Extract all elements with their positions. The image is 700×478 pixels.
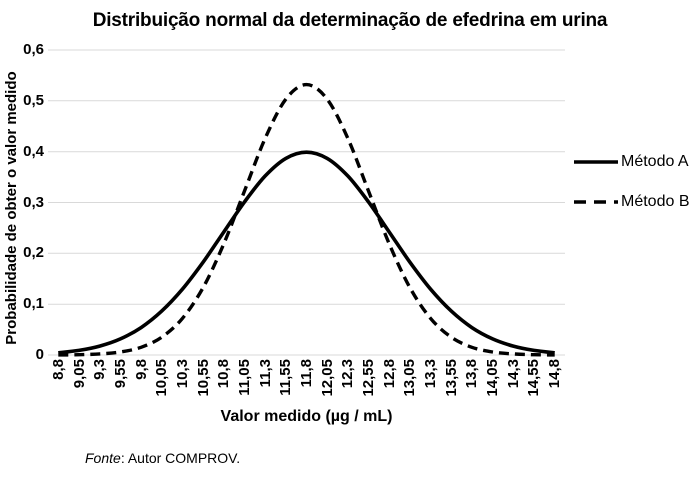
x-tick-cell	[379, 359, 400, 388]
x-tick-label: 14,3	[504, 359, 522, 389]
x-tick-label: 12,3	[339, 359, 357, 389]
curve-metodo-a	[58, 152, 554, 353]
x-tick-cell	[48, 359, 69, 380]
x-tick-label: 13,3	[421, 359, 439, 389]
x-tick-label: 14,8	[545, 359, 563, 389]
x-tick-cell	[69, 359, 90, 388]
legend-label: Método B	[621, 193, 690, 210]
x-tick-label: 11,3	[256, 359, 274, 388]
x-tick-cell	[420, 359, 441, 388]
legend-item-metodo-b	[573, 192, 689, 212]
source-note-prefix: Fonte	[85, 450, 121, 466]
source-note	[85, 450, 240, 466]
y-tick-label: 0	[35, 346, 44, 363]
x-tick-cell	[544, 359, 565, 388]
legend-dashed-line-icon	[573, 197, 619, 207]
chart-title: Distribuição normal da determinação de efedrina em urina	[92, 10, 608, 31]
x-tick-label: 12,55	[359, 359, 377, 397]
x-tick-label: 11,55	[277, 359, 295, 396]
x-tick-cell	[296, 359, 317, 387]
x-tick-cell	[213, 359, 234, 388]
x-tick-label: 10,55	[194, 359, 212, 397]
y-tick-label: 0,6	[23, 41, 44, 58]
x-tick-label: 10,8	[215, 359, 233, 389]
x-tick-cell	[275, 359, 296, 396]
x-tick-label: 13,55	[442, 359, 460, 397]
x-tick-label: 9,55	[111, 359, 129, 389]
x-tick-label: 9,8	[132, 359, 150, 380]
gridlines	[48, 50, 565, 355]
x-axis-tick-labels	[48, 359, 565, 397]
y-tick-label: 0,4	[23, 142, 44, 160]
x-tick-cell	[337, 359, 358, 388]
y-tick-label: 0,5	[23, 91, 44, 109]
y-axis-title: Probabilidade de obter o valor medido	[3, 71, 20, 345]
x-tick-label: 9,3	[91, 359, 109, 380]
x-tick-label: 12,05	[318, 359, 336, 397]
x-tick-cell	[193, 359, 214, 397]
x-tick-cell	[482, 359, 503, 397]
x-tick-label: 11,8	[297, 359, 315, 388]
x-tick-label: 10,3	[173, 359, 191, 389]
source-note-text: : Autor COMPROV.	[120, 450, 241, 466]
x-tick-cell	[151, 359, 172, 397]
x-tick-cell	[461, 359, 482, 388]
x-tick-cell	[110, 359, 131, 388]
x-axis-title: Valor medido (µg / mL)	[220, 408, 393, 425]
x-tick-cell	[358, 359, 379, 397]
x-tick-label: 13,05	[401, 359, 419, 397]
x-tick-cell	[234, 359, 255, 396]
x-tick-label: 11,05	[235, 359, 253, 396]
x-tick-cell	[399, 359, 420, 397]
y-tick-label: 0,1	[23, 295, 44, 313]
x-tick-cell	[172, 359, 193, 388]
legend-label: Método A	[621, 153, 689, 170]
x-tick-label: 14,55	[525, 359, 543, 397]
x-tick-label: 10,05	[153, 359, 171, 397]
x-tick-cell	[441, 359, 462, 397]
x-tick-label: 9,05	[70, 359, 88, 389]
x-tick-cell	[131, 359, 152, 380]
y-tick-label: 0,3	[23, 193, 44, 211]
x-tick-cell	[89, 359, 110, 380]
legend-solid-line-icon	[573, 157, 619, 167]
x-tick-cell	[523, 359, 544, 397]
series-curves	[58, 85, 554, 355]
x-tick-label: 14,05	[483, 359, 501, 397]
curve-metodo-b	[58, 85, 554, 355]
x-tick-label: 13,8	[463, 359, 481, 389]
x-tick-cell	[317, 359, 338, 397]
legend-item-metodo-a	[573, 152, 689, 172]
x-tick-cell	[503, 359, 524, 388]
x-tick-label: 12,8	[380, 359, 398, 389]
x-tick-label: 8,8	[49, 359, 67, 380]
y-tick-label: 0,2	[23, 244, 44, 262]
x-tick-cell	[255, 359, 276, 387]
